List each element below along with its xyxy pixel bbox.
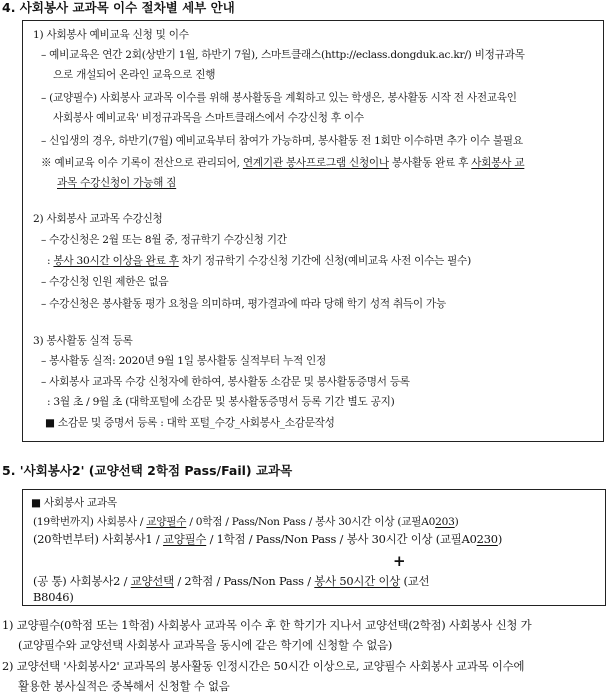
course-row-20: [33, 534, 502, 545]
course-box: [22, 489, 606, 606]
step-1-bullet-1-cont: 으로 개설되어 온라인 교육으로 진행: [53, 69, 216, 81]
row-text: ): [454, 516, 459, 528]
section-4-title: 4. 사회봉사 교과목 이수 절차별 세부 안내: [2, 0, 235, 15]
sub-underline: 봉사 30시간 이상을 완료 후: [53, 255, 179, 267]
step-2-bullet-1-sub: [47, 256, 471, 267]
course-row-common-cont: B8046): [33, 590, 74, 604]
note-2-cont: 활용한 봉사실적은 중복해서 신청할 수 없음: [18, 679, 230, 693]
step-1-heading: 1) 사회봉사 예비교육 신청 및 이수: [33, 29, 189, 41]
sub-text-a: :: [47, 255, 54, 267]
course-box-heading: ■ 사회봉사 교과목: [31, 497, 117, 509]
step-2-bullet-1: – 수강신청은 2월 또는 8월 중, 정규학기 수강신청 기간: [41, 234, 287, 246]
plus-sign: +: [393, 552, 406, 570]
row-underline: 교양선택: [130, 574, 174, 588]
step-1-bullet-2-cont: 사회봉사 예비교육' 비정규과목을 스마트클래스에서 수강신청 후 이수: [53, 112, 364, 124]
note-2: 2) 교양선택 '사회봉사2' 교과목의 봉사활동 인정시간은 50시간 이상으로, 교양필수 사회봉사 교과목 이수에: [2, 659, 525, 673]
row-text: (공 통) 사회봉사2 /: [33, 574, 131, 588]
row-underline: 교양필수: [146, 516, 187, 528]
note-text-a: ※ 예비교육 이수 기록이 전산으로 관리되어,: [41, 157, 243, 169]
row-text: / 2학점 / Pass/Non Pass /: [173, 574, 315, 588]
note-text-b: 봉사활동 완료 후: [388, 157, 472, 169]
course-row-common: [33, 576, 429, 587]
step-3-bullet-2: – 사회봉사 교과목 수강 신청자에 한하여, 봉사활동 소감문 및 봉사활동증명서 등록: [41, 376, 410, 388]
row-underline: 230: [476, 532, 498, 546]
course-row-19: [33, 517, 459, 528]
row-underline: 203: [435, 516, 455, 528]
step-1-note-cont: 과목 수강신청이 가능해 짐: [57, 177, 177, 189]
note-1: 1) 교양필수(0학점 또는 1학점) 사회봉사 교과목 이수 후 한 학기가 지나서 교양선택(2학점) 사회봉사 신청 가: [2, 618, 532, 632]
sub-text-b: 차기 정규학기 수강신청 기간에 신청(예비교육 사전 이수는 필수): [178, 255, 472, 267]
note-underline-1: 연계기관 봉사프로그램 신청이나: [242, 157, 389, 169]
note-1-cont: (교양필수와 교양선택 사회봉사 교과목을 동시에 같은 학기에 신청할 수 없음): [18, 638, 393, 652]
row-underline: 봉사 50시간 이상: [314, 574, 401, 588]
row-text: / 0학점 / Pass/Non Pass / 봉사 30시간 이상 (교필A0: [186, 516, 436, 528]
row-text: / 1학점 / Pass/Non Pass / 봉사 30시간 이상 (교필A0: [206, 532, 477, 546]
note-underline-2: 사회봉사 교: [471, 157, 525, 169]
row-text: (20학번부터) 사회봉사1 /: [33, 532, 163, 546]
step-2-bullet-2: – 수강신청 인원 제한은 없음: [41, 276, 169, 288]
step-3-heading: 3) 봉사활동 실적 등록: [33, 335, 133, 347]
row-underline: 교양필수: [162, 532, 207, 546]
row-text: (교선: [400, 574, 430, 588]
section-4-box: [22, 20, 604, 442]
row-text: ): [497, 532, 503, 546]
section-5-title: 5. '사회봉사2' (교양선택 2학점 Pass/Fail) 교과목: [2, 463, 293, 478]
step-1-bullet-1: – 예비교육은 연간 2회(상반기 1월, 하반기 7월), 스마트클래스(http://eclass.dongduk.ac.kr/) 비정규과목: [41, 49, 525, 61]
step-1-note: [41, 158, 524, 169]
step-1-bullet-2: – (교양필수) 사회봉사 교과목 이수를 위해 봉사활동을 계획하고 있는 학생은, 봉사활동 시작 전 사전교육인: [41, 92, 517, 104]
step-2-heading: 2) 사회봉사 교과목 수강신청: [33, 213, 163, 225]
step-3-bullet-2-sub: : 3월 초 / 9월 초 (대학포털에 소감문 및 봉사활동증명서 등록 기간 별도 공지): [47, 396, 395, 408]
step-1-bullet-3: – 신입생의 경우, 하반기(7월) 예비교육부터 참여가 가능하며, 봉사활동 전 1회만 이수하면 추가 이수 불필요: [41, 135, 523, 147]
step-2-bullet-3: – 수강신청은 봉사활동 평가 요청을 의미하며, 평가결과에 따라 당해 학기 성적 취득이 가능: [41, 298, 446, 310]
step-3-bullet-1: – 봉사활동 실적: 2020년 9월 1일 봉사활동 실적부터 누적 인정: [41, 355, 327, 367]
row-text: (19학번까지) 사회봉사 /: [33, 516, 147, 528]
step-3-bullet-3: ■ 소감문 및 증명서 등록 : 대학 포털_수강_사회봉사_소감문작성: [45, 417, 335, 429]
